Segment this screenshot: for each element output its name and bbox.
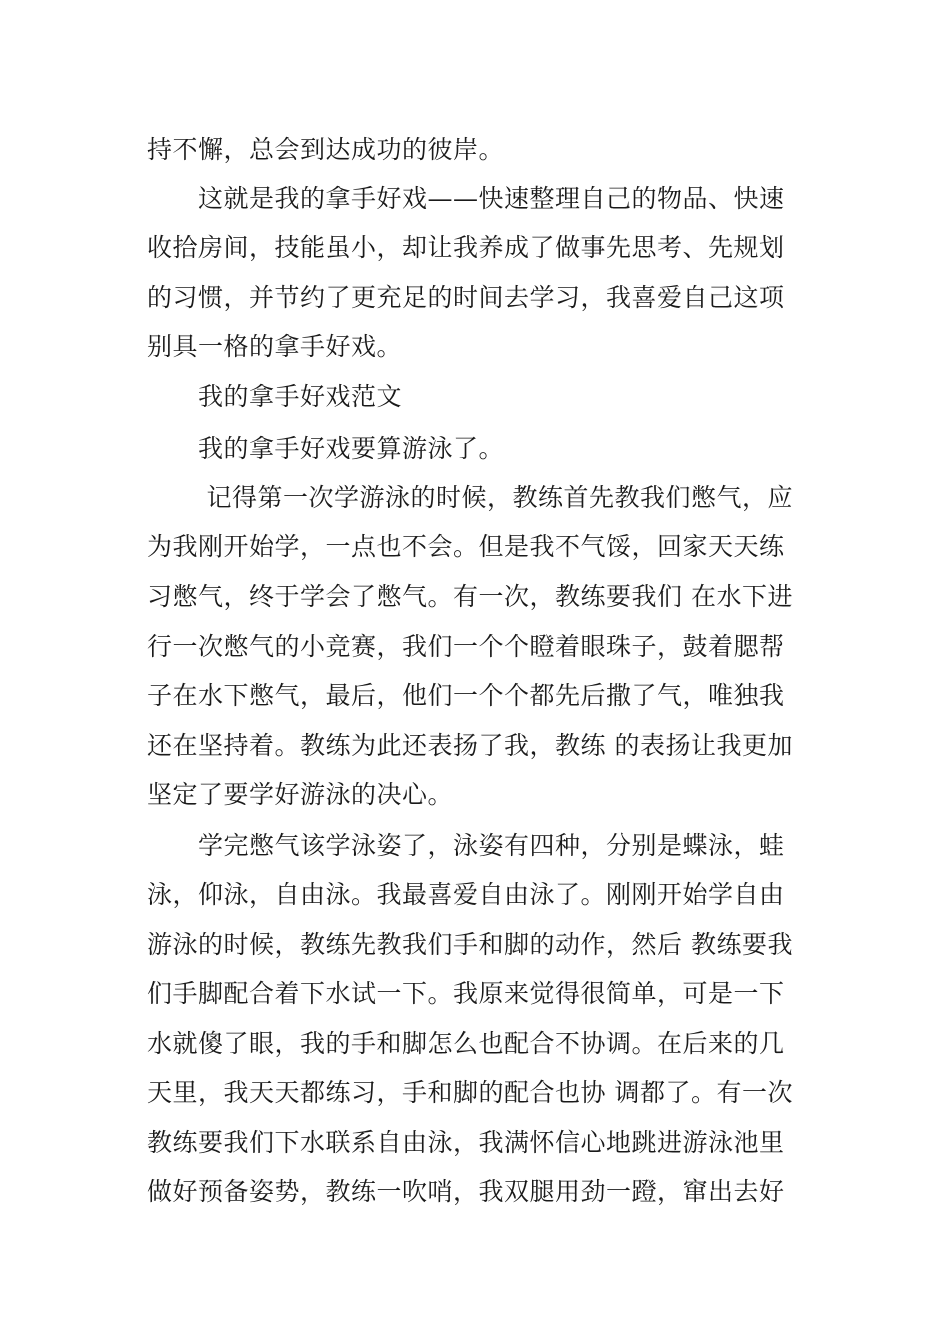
text-line: 还在坚持着。教练为此还表扬了我，教练 的表扬让我更加 — [147, 731, 793, 760]
text-line: 坚定了要学好游泳的决心。 — [147, 780, 454, 809]
text-line: 的习惯，并节约了更充足的时间去学习，我喜爱自己这项 — [147, 283, 785, 312]
text-line: 收拾房间，技能虽小，却让我养成了做事先思考、先规划 — [147, 233, 785, 262]
text-line: 子在水下憋气，最后，他们一个个都先后撒了气，唯独我 — [147, 681, 785, 710]
text-line: 别具一格的拿手好戏。 — [147, 332, 403, 361]
text-line: 水就傻了眼，我的手和脚怎么也配合不协调。在后来的几 — [147, 1029, 785, 1058]
text-line: 我的拿手好戏要算游泳了。 — [147, 434, 505, 463]
text-line: 为我刚开始学，一点也不会。但是我不气馁，回家天天练 — [147, 532, 785, 561]
text-line: 教练要我们下水联系自由泳，我满怀信心地跳进游泳池里 — [147, 1128, 785, 1157]
text-line: 习憋气，终于学会了憋气。有一次，教练要我们 在水下进 — [147, 582, 793, 611]
text-line: 们手脚配合着下水试一下。我原来觉得很简单，可是一下 — [147, 979, 785, 1008]
text-line: 游泳的时候，教练先教我们手和脚的动作，然后 教练要我 — [147, 930, 793, 959]
text-line: 做好预备姿势，教练一吹哨，我双腿用劲一蹬，窜出去好 — [147, 1177, 785, 1206]
text-line: 天里，我天天都练习，手和脚的配合也协 调都了。有一次 — [147, 1078, 793, 1107]
text-line: 记得第一次学游泳的时候，教练首先教我们憋气，应 — [147, 483, 793, 512]
section-heading: 我的拿手好戏范文 — [147, 382, 403, 411]
text-line: 这就是我的拿手好戏——快速整理自己的物品、快速 — [147, 184, 785, 213]
text-line: 学完憋气该学泳姿了，泳姿有四种，分别是蝶泳，蛙 — [147, 831, 785, 860]
text-line: 泳，仰泳，自由泳。我最喜爱自由泳了。刚刚开始学自由 — [147, 880, 785, 909]
text-line: 持不懈，总会到达成功的彼岸。 — [147, 135, 505, 164]
text-line: 行一次憋气的小竞赛，我们一个个瞪着眼珠子，鼓着腮帮 — [147, 632, 785, 661]
